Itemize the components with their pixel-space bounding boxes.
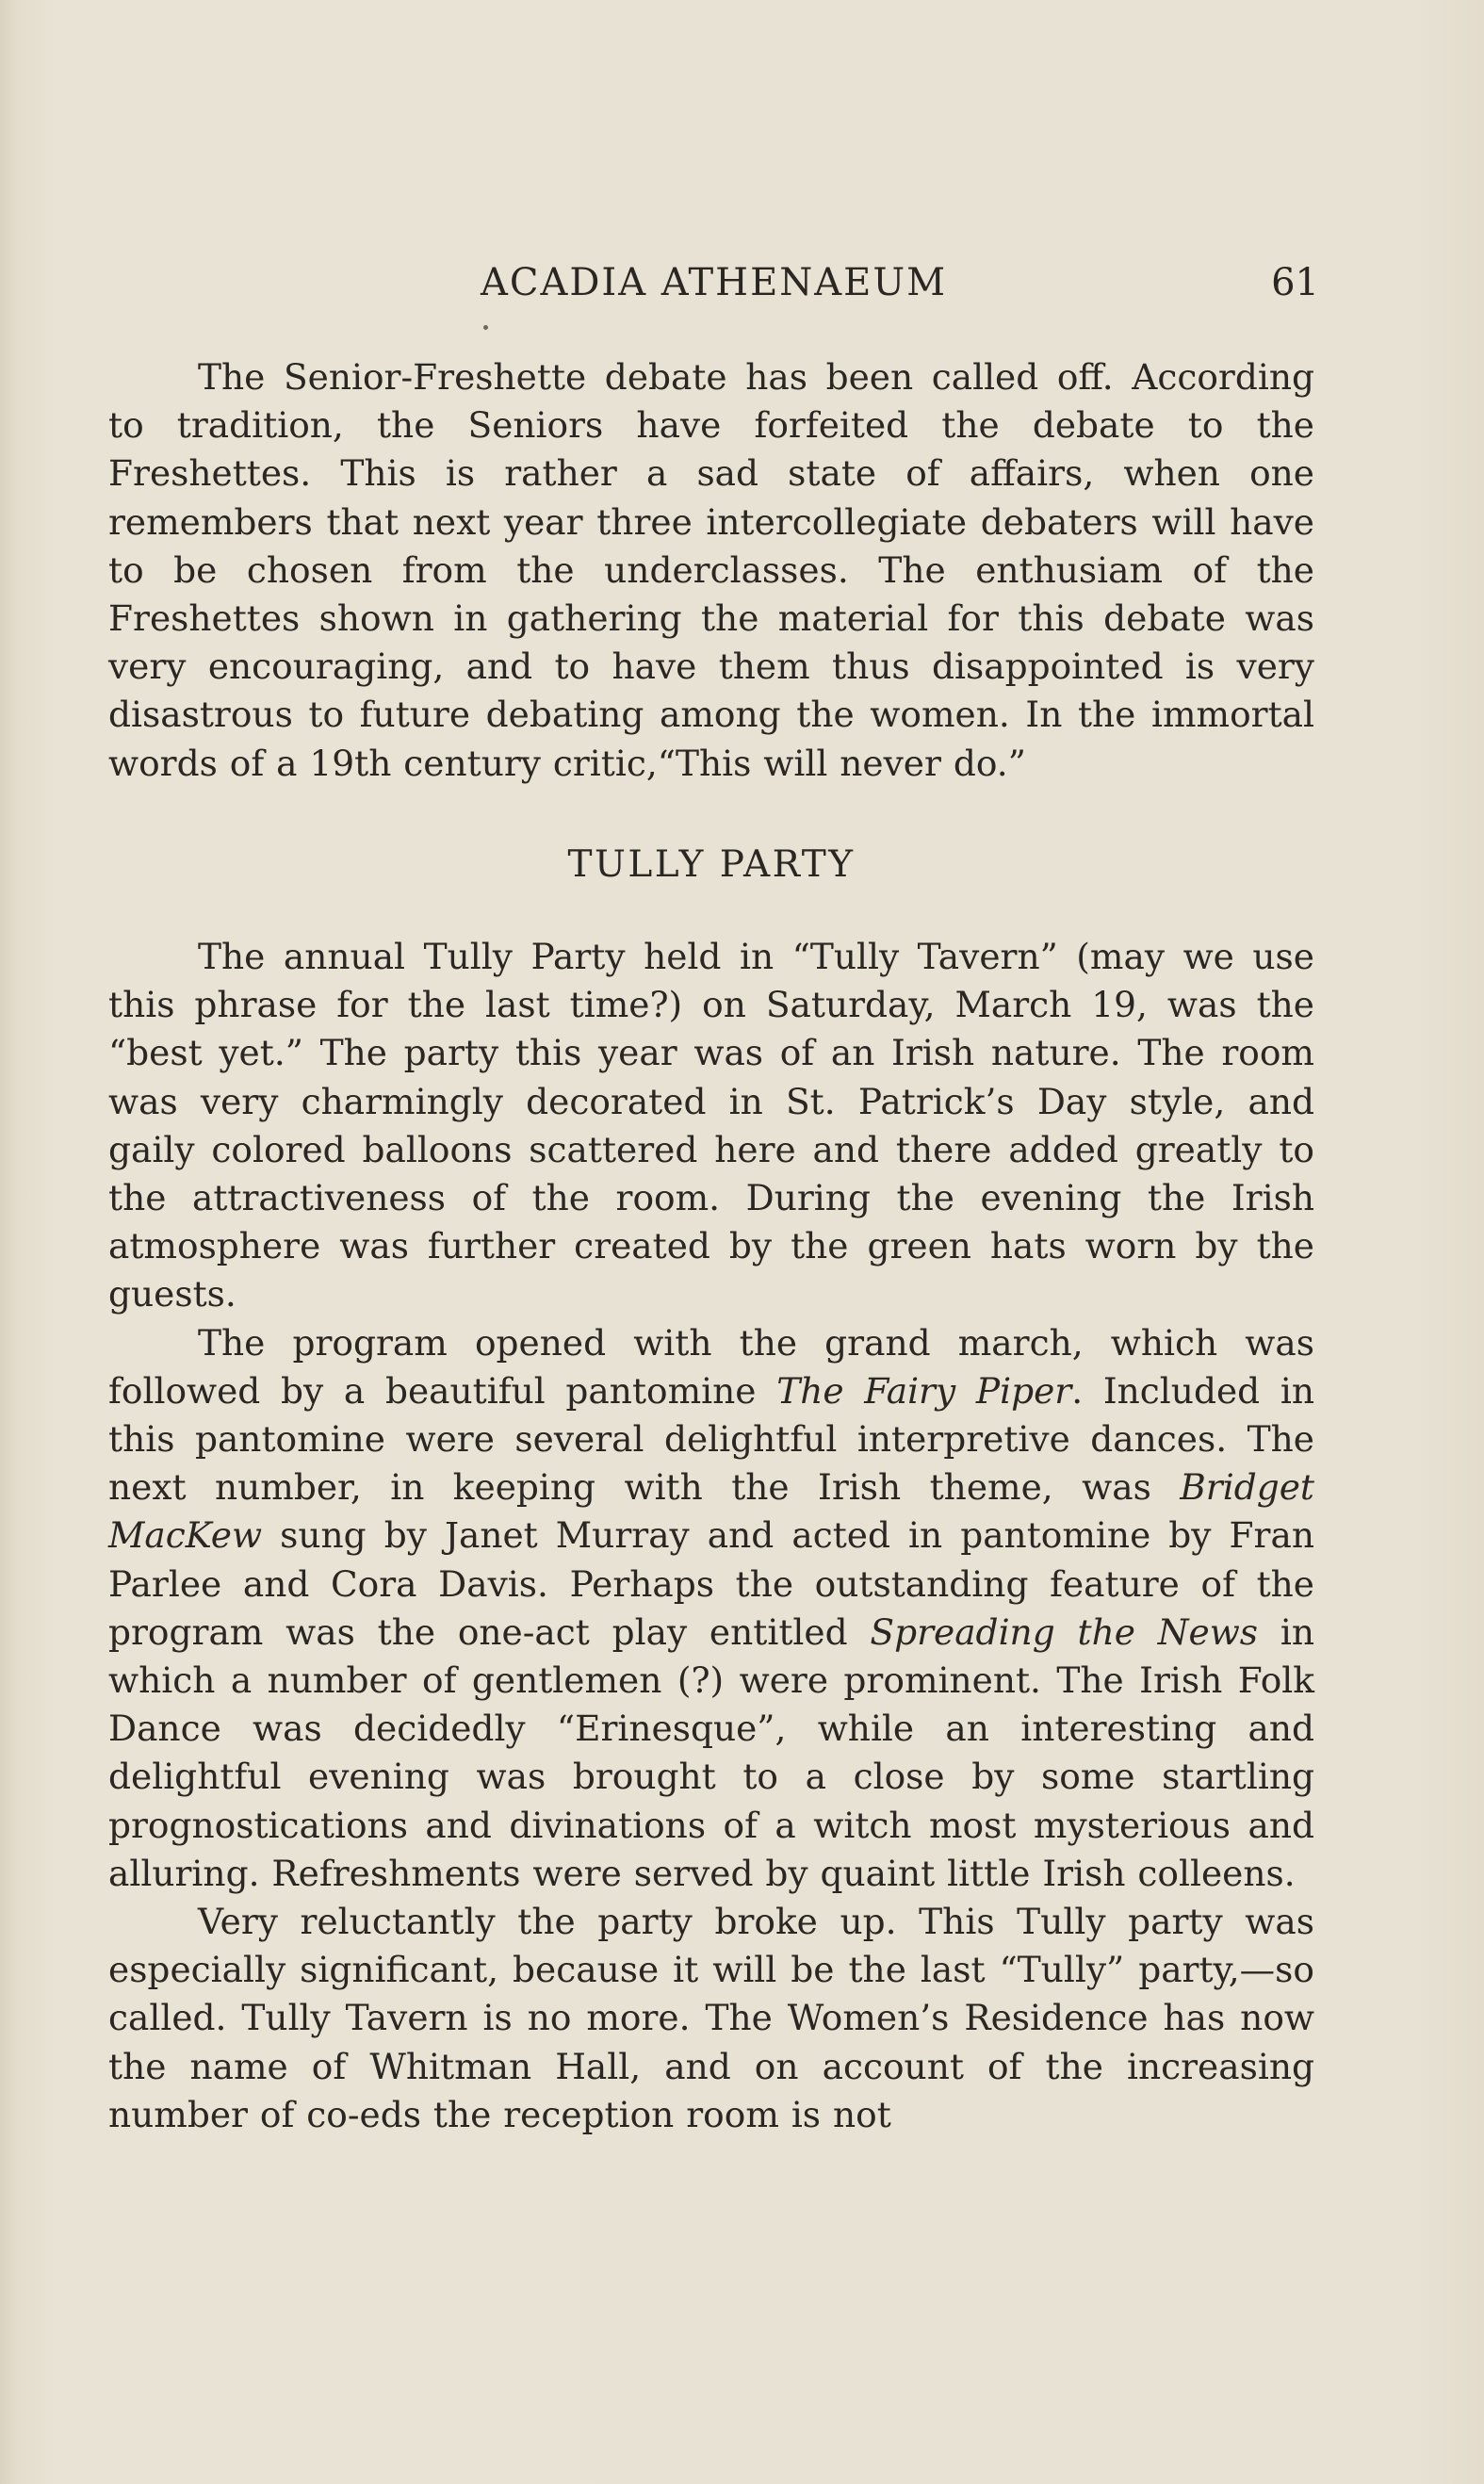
tully-paragraph-3: Very reluctantly the party broke up. This Tully party was especially significant, because it will be the last “Tully” party,—so called. Tully Tavern is no more. The Women’s Residence has now the name of Whitman Hall, and on account of the increasing number of co-eds the reception room is not <box>108 1901 1314 2135</box>
running-head <box>108 254 1319 311</box>
tully-paragraph-2-text-d: in which a number of gentlemen (?) were prominent. The Irish Folk Dance was decidedly “Erinesque”, while an interesting and delightful evening was brought to a close by some startling prognostications and divinations of a witch most mysterious and alluring. Refreshments were served by quaint little Irish colleens. <box>108 1610 1314 1894</box>
tully-paragraph-1: The annual Tully Party held in “Tully Tavern” (may we use this phrase for the last time?) on Saturday, March 19, was the “best yet.” The party this year was of an Irish nature. The room was very charmingly decorated in St. Patrick’s Day style, and gaily colored balloons scattered here and there added greatly to the attractiveness of the room. During the evening the Irish atmosphere was further created by the green hats worn by the guests. <box>108 936 1314 1316</box>
title-the-fairy-piper: The Fairy Piper <box>776 1369 1072 1412</box>
debate-section <box>108 353 1314 788</box>
tully-paragraph-2-text-c: sung by Janet Murray and acted in pantomine by Fran Parlee and Cora Davis. Perhaps the outstanding feature of the program was the one-act play entitled <box>108 1514 1314 1653</box>
tully-paragraph-2-text-b: . Included in this pantomine were several delightful interpretive dances. The next number, in keeping with the Irish theme, was <box>108 1369 1314 1509</box>
journal-title: ACADIA ATHENAEUM <box>480 261 948 304</box>
section-heading-tully-party: TULLY PARTY <box>567 843 856 886</box>
page-number: 61 <box>1271 261 1319 304</box>
title-spreading-the-news: Spreading the News <box>870 1610 1259 1653</box>
print-speck <box>483 325 488 330</box>
title-bridget-mackew: Bridget MacKew <box>108 1466 1314 1557</box>
tully-paragraph-2 <box>108 1319 1314 1898</box>
tully-paragraph-2-text-a: The program opened with the grand march, which was followed by a beautiful pantomine <box>108 1321 1314 1412</box>
tully-party-section <box>108 933 1314 2139</box>
debate-paragraph: The Senior-Freshette debate has been called off. According to tradition, the Seniors have forfeited the debate to the Freshettes. This is rather a sad state of affairs, when one remembers that next year three intercollegiate debaters will have to be chosen from the underclasses. The enthusiam of the Freshettes shown in gathering the material for this debate was very encouraging, and to have them thus disappointed is very disastrous to future debating among the women. In the immortal words of a 19th century critic,“This will never do.” <box>108 356 1314 784</box>
